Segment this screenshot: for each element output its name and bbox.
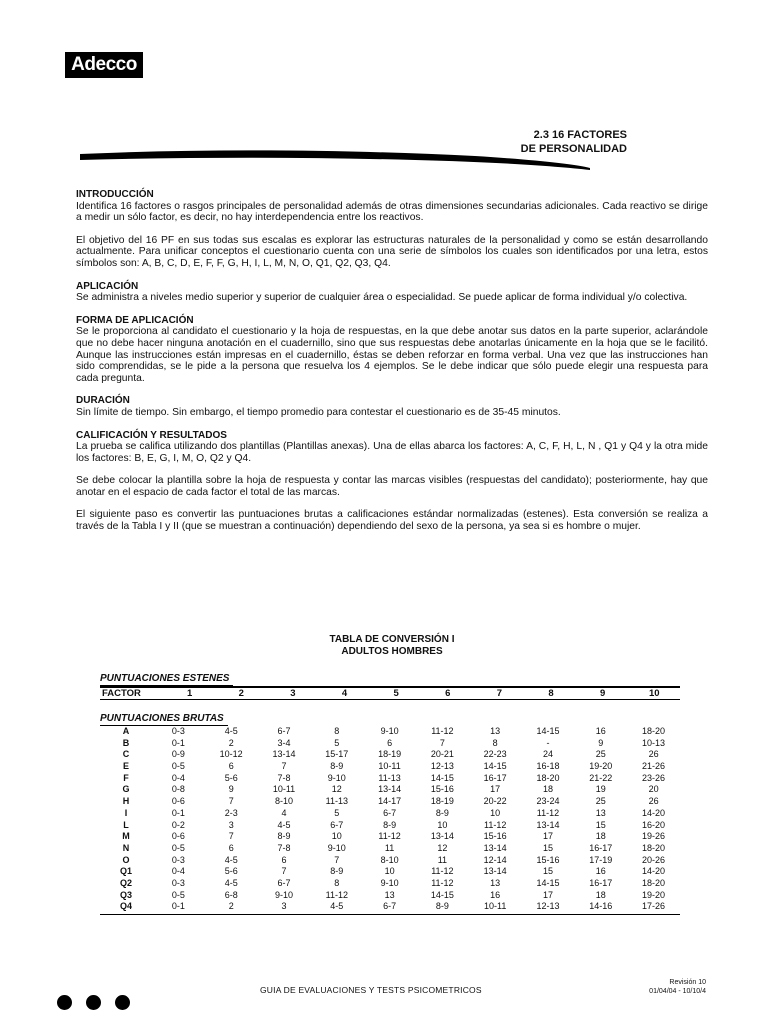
score-cell: 14-20 bbox=[642, 866, 666, 877]
score-cell: 8 bbox=[334, 877, 340, 888]
score-cell: 14-17 bbox=[378, 796, 402, 807]
score-cell: 14-15 bbox=[430, 889, 454, 900]
score-cell: 5 bbox=[334, 737, 340, 748]
score-cell: 11-12 bbox=[536, 807, 560, 818]
table-row bbox=[100, 808, 680, 820]
paragraph: Sin límite de tiempo. Sin embargo, el tiempo promedio para contestar el cuestionario es de 35-45 minutos. bbox=[76, 406, 561, 418]
score-cell: 0-5 bbox=[171, 761, 185, 772]
score-cell: 8-10 bbox=[380, 854, 399, 865]
score-cell: 8-9 bbox=[330, 761, 344, 772]
factor-cell: A bbox=[122, 726, 130, 736]
table-row bbox=[100, 890, 680, 902]
score-cell: 18-20 bbox=[642, 726, 666, 736]
table-row bbox=[100, 855, 680, 867]
score-cell: 15 bbox=[542, 842, 553, 853]
score-cell: 17-26 bbox=[642, 901, 666, 912]
score-cell: 6-7 bbox=[277, 877, 291, 888]
score-cell: 9-10 bbox=[327, 842, 346, 853]
score-cell: 13 bbox=[490, 877, 501, 888]
brutas-label: PUNTUACIONES BRUTAS bbox=[100, 713, 228, 726]
score-cell: 15 bbox=[542, 866, 553, 877]
score-cell: 7 bbox=[281, 866, 287, 877]
score-cell: 12 bbox=[437, 842, 448, 853]
score-cell: 13 bbox=[490, 726, 501, 736]
factor-cell: N bbox=[122, 842, 130, 853]
section-heading-4: CALIFICACIÓN Y RESULTADOS bbox=[76, 429, 227, 441]
score-cell: 7 bbox=[281, 761, 287, 772]
score-cell: 11-12 bbox=[378, 831, 401, 842]
score-cell: 13 bbox=[384, 889, 395, 900]
score-cell: 4 bbox=[281, 807, 287, 818]
factor-cell: M bbox=[122, 831, 130, 842]
score-cell: 15-16 bbox=[483, 831, 507, 842]
score-cell: 16-20 bbox=[642, 819, 666, 830]
score-cell: 0-6 bbox=[171, 796, 185, 807]
factor-cell: Q4 bbox=[119, 901, 132, 912]
section-heading-0: INTRODUCCIÓN bbox=[76, 189, 154, 200]
score-cell: 12-13 bbox=[536, 901, 560, 912]
score-cell: 0-1 bbox=[171, 807, 185, 818]
score-cell: 4-5 bbox=[224, 877, 238, 888]
section-heading-2: FORMA DE APLICACIÓN bbox=[76, 314, 194, 326]
table-title: TABLA DE CONVERSIÓN I bbox=[329, 634, 455, 645]
factor-cell: C bbox=[122, 749, 130, 760]
footer-dot bbox=[86, 995, 101, 1010]
score-cell: 3 bbox=[281, 901, 287, 912]
score-cell: 6 bbox=[228, 761, 234, 772]
table-row bbox=[100, 878, 680, 890]
score-cell: 14-15 bbox=[483, 761, 507, 772]
score-cell: 0-1 bbox=[171, 901, 185, 912]
score-cell: 10-11 bbox=[484, 901, 507, 912]
score-cell: 20-21 bbox=[430, 749, 454, 760]
score-cell: 8-9 bbox=[435, 901, 449, 912]
score-cell: 9-10 bbox=[327, 772, 346, 783]
section-heading-1: APLICACIÓN bbox=[76, 280, 139, 292]
score-cell: 17-19 bbox=[589, 854, 613, 865]
score-cell: 7 bbox=[439, 737, 445, 748]
conversion-table bbox=[100, 668, 680, 915]
footer-revision-block bbox=[649, 978, 706, 996]
score-cell: 11-12 bbox=[325, 889, 348, 900]
score-cell: 6-7 bbox=[383, 807, 397, 818]
score-cell: 17 bbox=[490, 784, 501, 795]
score-cell: 11-12 bbox=[431, 866, 454, 877]
score-cell: 21-22 bbox=[589, 772, 613, 783]
table-row bbox=[100, 831, 680, 843]
column-header: 3 bbox=[290, 688, 296, 699]
score-cell: 19-20 bbox=[642, 889, 666, 900]
score-cell: 21-26 bbox=[642, 761, 666, 772]
table-row bbox=[100, 726, 680, 738]
score-cell: 16 bbox=[595, 866, 606, 877]
score-cell: 8-9 bbox=[383, 819, 397, 830]
score-cell: 5-6 bbox=[224, 772, 238, 783]
score-cell: 7-8 bbox=[277, 772, 291, 783]
paragraph: El objetivo del 16 PF en sus todas sus escalas es explorar las estructuras naturales de la personalidad y como se están desarrollando actualmente. Para unificar conceptos el cuestionario cuenta con una serie de símbolos los cuales son identificados por una letra, estos símbolos son: A, B, C, D, E, F, F, G, H, I, L, M, N, O, Q1, Q2, Q3, Q4. bbox=[76, 234, 708, 269]
score-cell: 6 bbox=[281, 854, 287, 865]
document-body bbox=[76, 189, 708, 544]
score-cell: 11-12 bbox=[431, 726, 454, 736]
score-cell: 25 bbox=[595, 796, 606, 807]
score-cell: 11 bbox=[384, 842, 395, 853]
score-cell: 10-11 bbox=[378, 761, 401, 772]
score-cell: 10-12 bbox=[219, 749, 243, 760]
table-row bbox=[100, 901, 680, 913]
score-cell: 5-6 bbox=[224, 866, 238, 877]
estenes-label: PUNTUACIONES ESTENES bbox=[100, 673, 233, 686]
column-header: 6 bbox=[445, 688, 451, 699]
score-cell: 2 bbox=[228, 901, 234, 912]
score-cell: 10-11 bbox=[272, 784, 296, 795]
table-row bbox=[100, 738, 680, 750]
score-cell: 6 bbox=[387, 737, 393, 748]
factor-cell: F bbox=[123, 772, 129, 783]
section-title: 2.3 16 FACTORES bbox=[533, 129, 627, 141]
score-cell: 16 bbox=[490, 889, 501, 900]
score-cell: 4-5 bbox=[330, 901, 344, 912]
column-header: 8 bbox=[548, 688, 554, 699]
score-cell: 7 bbox=[228, 831, 234, 842]
score-cell: 4-5 bbox=[224, 854, 238, 865]
factor-cell: H bbox=[122, 796, 130, 807]
score-cell: 7 bbox=[228, 796, 234, 807]
section-heading-3: DURACIÓN bbox=[76, 395, 130, 407]
table-row bbox=[100, 866, 680, 878]
score-cell: 0-5 bbox=[171, 889, 185, 900]
paragraph: Se le proporciona al candidato el cuestionario y la hoja de respuestas, en la que debe anotar sus datos en la parte superior, aclarándole que no debe hacer ninguna anotación en el cuadernillo, sino que sus respuestas debe anotarlas únicamente en la hoja que se le facilitó. Aunque las instrucciones están impresas en el cuadernillo, éstas se deben reforzar en forma verbal. Una vez que las instrucciones han sido comprendidas, se le pide a la persona que resuelva los 4 ejemplos. Se le debe indicar que sólo puede elegir una respuesta para cada pregunta. bbox=[76, 326, 708, 384]
score-cell: 18-20 bbox=[642, 877, 666, 888]
table-row bbox=[100, 773, 680, 785]
score-cell: 8-9 bbox=[277, 831, 291, 842]
table-row bbox=[100, 784, 680, 796]
score-cell: 18 bbox=[595, 831, 606, 842]
score-cell: 18-19 bbox=[430, 796, 454, 807]
table-row bbox=[100, 761, 680, 773]
score-cell: 13-14 bbox=[272, 749, 296, 760]
score-cell: 12-13 bbox=[430, 761, 454, 772]
score-cell: 13-14 bbox=[536, 819, 560, 830]
score-cell: 20-22 bbox=[483, 796, 507, 807]
score-cell: 19 bbox=[595, 784, 606, 795]
score-cell: 6 bbox=[228, 842, 234, 853]
score-cell: 9-10 bbox=[380, 726, 399, 736]
column-header: 9 bbox=[599, 688, 606, 699]
score-cell: 8 bbox=[492, 737, 498, 748]
table-row bbox=[100, 843, 680, 855]
score-cell: 0-3 bbox=[171, 877, 185, 888]
factor-cell: I bbox=[124, 807, 128, 818]
score-cell: 0-4 bbox=[171, 772, 185, 783]
score-cell: 3-4 bbox=[277, 737, 291, 748]
score-cell: 14-15 bbox=[430, 772, 454, 783]
score-cell: 14-16 bbox=[589, 901, 613, 912]
score-cell: 8-10 bbox=[274, 796, 293, 807]
score-cell: 4-5 bbox=[224, 726, 238, 736]
score-cell: 0-5 bbox=[171, 842, 185, 853]
score-cell: 11-12 bbox=[431, 877, 454, 888]
score-cell: 23-26 bbox=[642, 772, 666, 783]
footer-dot bbox=[57, 995, 72, 1010]
score-cell: 0-1 bbox=[171, 737, 185, 748]
score-cell: 9-10 bbox=[274, 889, 293, 900]
score-cell: 3 bbox=[228, 819, 234, 830]
score-cell: 20 bbox=[648, 784, 659, 795]
score-cell: 12-14 bbox=[483, 854, 507, 865]
factor-cell: O bbox=[122, 854, 130, 865]
column-header: 2 bbox=[238, 688, 244, 699]
score-cell: 13-14 bbox=[483, 842, 507, 853]
footer-dot bbox=[115, 995, 130, 1010]
factor-cell: L bbox=[123, 819, 129, 830]
section-subtitle: DE PERSONALIDAD bbox=[520, 143, 627, 155]
score-cell: 16-17 bbox=[589, 842, 613, 853]
score-cell: 18-20 bbox=[536, 772, 560, 783]
score-cell: 0-9 bbox=[171, 749, 185, 760]
paragraph: El siguiente paso es convertir las puntuaciones brutas a calificaciones estándar normalizadas (estenes). Esta conversión se realiza a través de la Tabla I y II (que se muestran a continuación) dependiendo del sexo de la persona, ya sea si es hombre o mujer. bbox=[76, 509, 708, 533]
score-cell: 6-7 bbox=[383, 901, 397, 912]
score-cell: 9 bbox=[228, 784, 234, 795]
score-cell: 13 bbox=[595, 807, 606, 818]
score-cell: 16-18 bbox=[536, 761, 560, 772]
score-cell: 10-13 bbox=[642, 737, 666, 748]
column-header: 7 bbox=[496, 688, 502, 699]
score-cell: 26 bbox=[648, 749, 659, 760]
footer-date: 01/04/04 - 10/10/4 bbox=[649, 988, 706, 995]
score-cell: 16-17 bbox=[483, 772, 507, 783]
score-cell: 9-10 bbox=[380, 877, 399, 888]
column-header: 10 bbox=[648, 688, 660, 699]
column-header: 4 bbox=[341, 688, 348, 699]
score-cell: 10 bbox=[490, 807, 501, 818]
score-cell: 11-13 bbox=[378, 772, 401, 783]
factor-header: FACTOR bbox=[102, 688, 141, 699]
score-cell: 11-13 bbox=[325, 796, 348, 807]
paragraph: Identifica 16 factores o rasgos principales de personalidad además de otras dimensiones secundarias adicionales. Cada reactivo se dirige a medir un sólo factor, es decir, no hay interdependencia entre los reactivos. bbox=[76, 200, 708, 224]
column-header: 1 bbox=[186, 688, 193, 699]
score-cell: 11 bbox=[437, 854, 448, 865]
score-cell: 10 bbox=[437, 819, 448, 830]
score-cell: 4-5 bbox=[277, 819, 291, 830]
score-cell: 0-2 bbox=[171, 819, 185, 830]
footer-title: GUIA DE EVALUACIONES Y TESTS PSICOMETRICOS bbox=[260, 985, 482, 995]
paragraph: Se debe colocar la plantilla sobre la hoja de respuesta y contar las marcas visibles (respuestas del candidato); posteriormente, hay que anotar en el espacio de cada factor el total de las marcas. bbox=[76, 475, 708, 498]
factor-cell: Q1 bbox=[119, 866, 132, 877]
score-cell: 13-14 bbox=[430, 831, 454, 842]
score-cell: 16 bbox=[595, 726, 606, 736]
score-cell: 15 bbox=[595, 819, 606, 830]
score-cell: 18 bbox=[542, 784, 553, 795]
table-caption bbox=[76, 634, 708, 658]
score-cell: 19-20 bbox=[589, 761, 613, 772]
score-cell: 18-20 bbox=[642, 842, 666, 853]
score-cell: 8-9 bbox=[435, 807, 449, 818]
score-cell: - bbox=[546, 737, 550, 748]
paragraph: Se administra a niveles medio superior y superior de cualquier área o especialidad. Se puede aplicar de forma individual y/o colectiva. bbox=[76, 292, 688, 304]
score-cell: 25 bbox=[595, 749, 606, 760]
score-cell: 14-20 bbox=[642, 807, 666, 818]
score-cell: 17 bbox=[542, 831, 553, 842]
brand-logo: Adecco bbox=[65, 52, 143, 78]
table-row bbox=[100, 820, 680, 832]
score-cell: 9 bbox=[598, 737, 604, 748]
score-cell: 6-7 bbox=[330, 819, 344, 830]
score-cell: 26 bbox=[648, 796, 659, 807]
score-cell: 6-7 bbox=[277, 726, 291, 736]
score-cell: 12 bbox=[331, 784, 342, 795]
column-header: 5 bbox=[393, 688, 399, 699]
score-cell: 0-8 bbox=[171, 784, 185, 795]
table-header-row bbox=[100, 686, 680, 700]
paragraph: La prueba se califica utilizando dos plantillas (Plantillas anexas). Una de ellas abarca los factores: A, C, F, H, L, N , Q1 y Q4 y la otra mide los factores: B, E, G, I, M, O, Q2 y Q4. bbox=[76, 441, 708, 464]
score-cell: 18 bbox=[595, 889, 606, 900]
score-cell: 15-16 bbox=[536, 854, 560, 865]
score-cell: 5 bbox=[334, 807, 340, 818]
score-cell: 13-14 bbox=[378, 784, 402, 795]
score-cell: 20-26 bbox=[642, 854, 666, 865]
table-row bbox=[100, 749, 680, 761]
score-cell: 16-17 bbox=[589, 877, 613, 888]
factor-cell: Q3 bbox=[119, 889, 132, 900]
score-cell: 7 bbox=[334, 854, 340, 865]
header-swoosh-rule bbox=[75, 140, 595, 180]
score-cell: 14-15 bbox=[536, 726, 560, 736]
score-cell: 24 bbox=[542, 749, 553, 760]
score-cell: 10 bbox=[331, 831, 342, 842]
table-subtitle: ADULTOS HOMBRES bbox=[341, 646, 443, 657]
score-cell: 22-23 bbox=[483, 749, 507, 760]
table-bottom-rule bbox=[100, 914, 680, 915]
table-body bbox=[100, 726, 680, 913]
score-cell: 0-6 bbox=[171, 831, 185, 842]
table-row bbox=[100, 796, 680, 808]
score-cell: 15-17 bbox=[325, 749, 349, 760]
score-cell: 0-4 bbox=[171, 866, 185, 877]
score-cell: 10 bbox=[384, 866, 395, 877]
score-cell: 17 bbox=[542, 889, 553, 900]
score-cell: 6-8 bbox=[224, 889, 238, 900]
score-cell: 7-8 bbox=[277, 842, 291, 853]
score-cell: 13-14 bbox=[483, 866, 507, 877]
score-cell: 23-24 bbox=[536, 796, 560, 807]
score-cell: 18-19 bbox=[378, 749, 402, 760]
score-cell: 2 bbox=[228, 737, 234, 748]
footer-revision: Revisión 10 bbox=[669, 979, 706, 986]
score-cell: 11-12 bbox=[484, 819, 507, 830]
score-cell: 8 bbox=[334, 726, 340, 736]
factor-cell: E bbox=[122, 761, 129, 772]
score-cell: 2-3 bbox=[224, 807, 238, 818]
factor-cell: Q2 bbox=[119, 877, 132, 888]
score-cell: 15-16 bbox=[430, 784, 454, 795]
score-cell: 8-9 bbox=[330, 866, 344, 877]
score-cell: 0-3 bbox=[171, 854, 185, 865]
factor-cell: G bbox=[122, 784, 130, 795]
score-cell: 19-26 bbox=[642, 831, 666, 842]
score-cell: 14-15 bbox=[536, 877, 560, 888]
factor-cell: B bbox=[122, 737, 130, 748]
score-cell: 0-3 bbox=[171, 726, 185, 736]
